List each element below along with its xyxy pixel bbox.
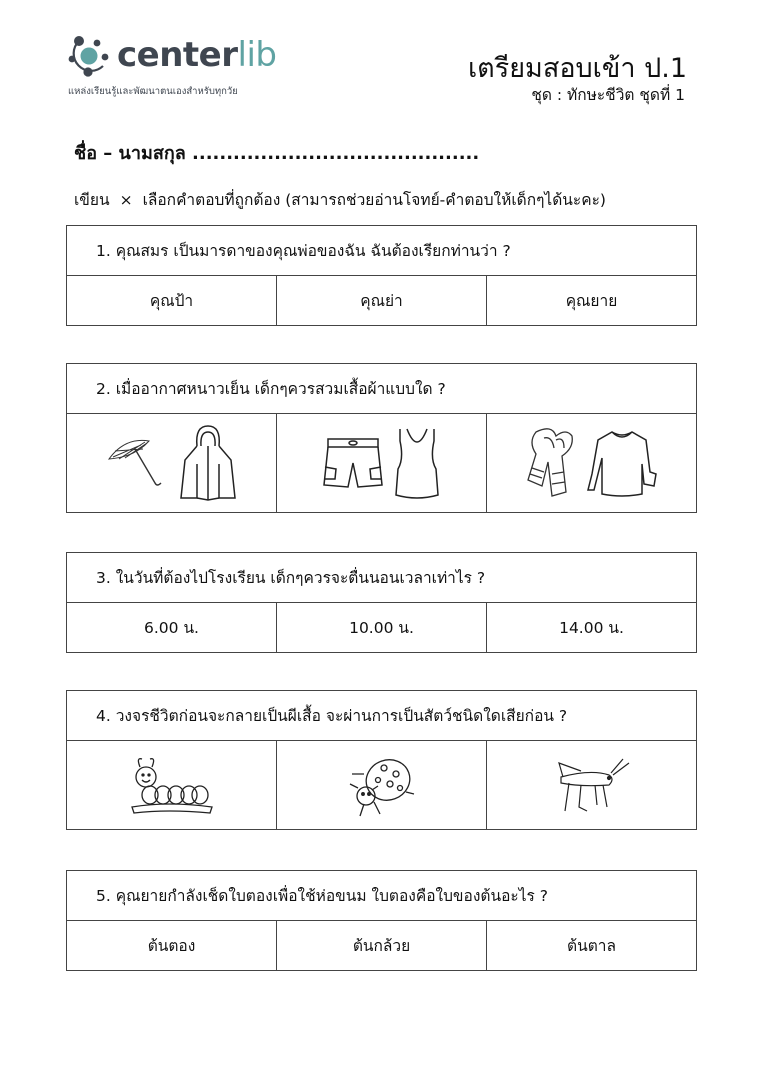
question-text: 3. ในวันที่ต้องไปโรงเรียน เด็กๆควรจะตื่นนอนเวลาเท่าไร ? [67,553,696,603]
caterpillar-icon [128,755,216,815]
scarf-icon [526,426,578,500]
answer-option[interactable]: 10.00 น. [276,603,486,652]
question-text: 2. เมื่ออากาศหนาวเย็น เด็กๆควรสวมเสื้อผ้าแบบใด ? [67,364,696,414]
question-text: 5. คุณยายกำลังเช็ดใบตองเพื่อใช้ห่อขนม ใบตองคือใบของต้นอะไร ? [67,871,696,921]
answer-option[interactable]: ต้นตาล [486,921,696,970]
question-2 [66,363,697,513]
logo-word-center: center [117,35,238,75]
answer-option[interactable] [67,741,276,829]
answer-option[interactable]: 6.00 น. [144,619,199,637]
shorts-icon [322,435,384,491]
answer-option[interactable] [276,741,486,829]
worksheet-subtitle: ชุด : ทักษะชีวิต ชุดที่ 1 [531,86,685,104]
tank-top-icon [392,425,442,501]
answer-options [67,603,696,652]
name-field-line[interactable]: ชื่อ – นามสกุล .......................................... [74,143,480,164]
answer-option[interactable]: 14.00 น. [486,603,696,652]
logo-wordmark [117,32,276,78]
answer-option[interactable] [67,414,276,512]
logo-word-lib: lib [237,35,277,75]
grasshopper-icon [551,755,633,815]
cross-mark-icon: × [119,191,133,209]
answer-options [67,276,696,325]
ladybug-icon [344,752,420,818]
question-text: 1. คุณสมร เป็นมารดาของคุณพ่อของฉัน ฉันต้องเรียกท่านว่า ? [67,226,696,276]
answer-option[interactable]: คุณยาย [486,276,696,325]
raincoat-icon [177,424,239,502]
logo-tagline: แหล่งเรียนรู้และพัฒนาตนเองสำหรับทุกวัย [68,86,238,97]
question-text: 4. วงจรชีวิตก่อนจะกลายเป็นผีเสื้อ จะผ่านการเป็นสัตว์ชนิดใดเสียก่อน ? [67,691,696,741]
answer-options [67,921,696,970]
answer-option[interactable]: ต้นตอง [147,937,196,955]
umbrella-icon [105,431,169,495]
answer-option[interactable] [486,414,696,512]
answer-options [67,741,696,829]
answer-options [67,414,696,512]
sweater-icon [586,428,658,498]
answer-option[interactable] [486,741,696,829]
answer-option[interactable] [276,414,486,512]
question-3 [66,552,697,653]
answer-option[interactable]: ต้นกล้วย [276,921,486,970]
centerlib-logo [67,32,297,102]
answer-option[interactable]: คุณย่า [276,276,486,325]
instruction [74,187,606,212]
worksheet-title: เตรียมสอบเข้า ป.1 [467,53,687,84]
question-5 [66,870,697,971]
instruction-prefix: เขียน [74,191,110,209]
answer-option[interactable]: คุณป้า [149,292,194,310]
question-4 [66,690,697,830]
instruction-text: เลือกคำตอบที่ถูกต้อง (สามารถช่วยอ่านโจทย์-คำตอบให้เด็กๆได้นะคะ) [142,191,606,209]
logo-molecule-icon [67,32,113,78]
question-1 [66,225,697,326]
